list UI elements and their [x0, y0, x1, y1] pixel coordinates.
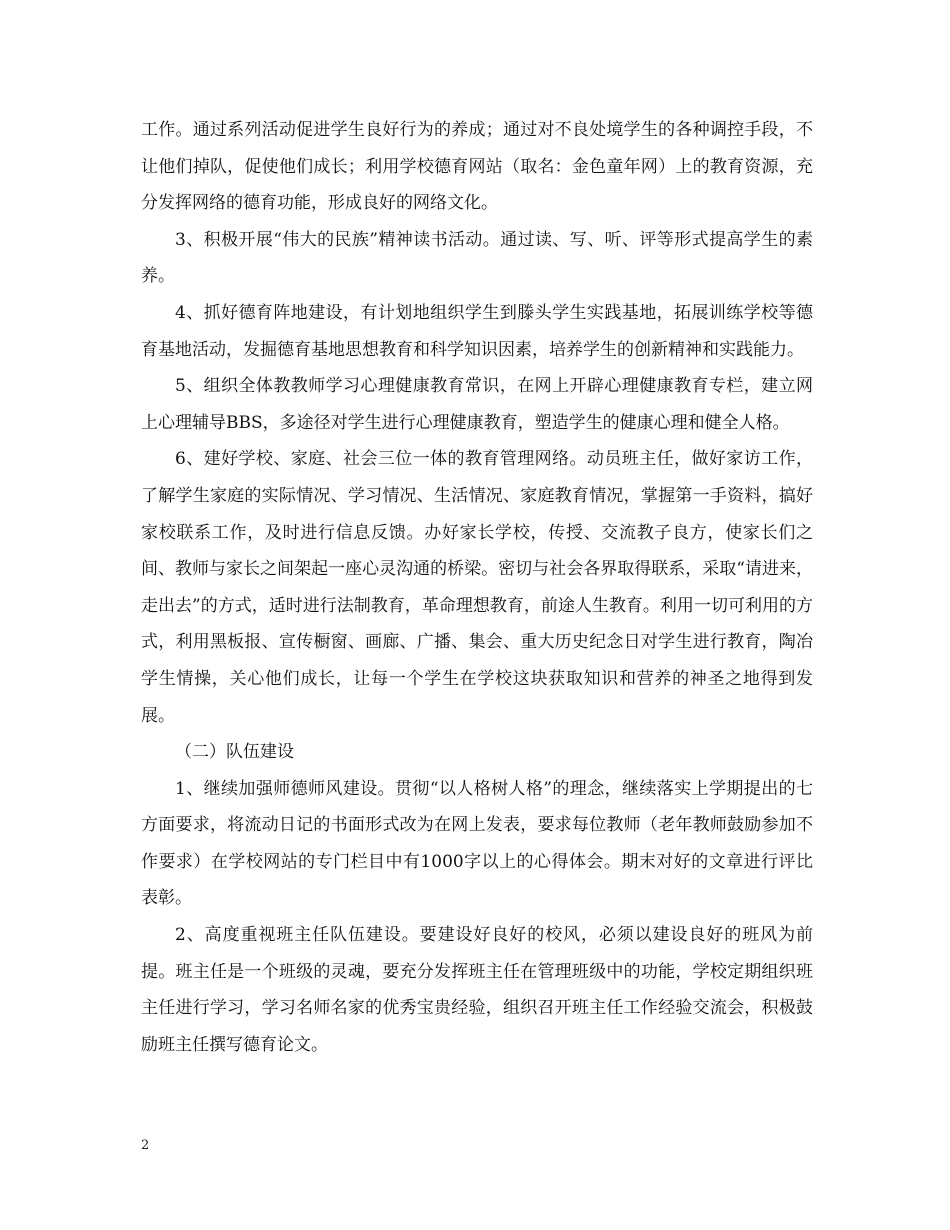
section-heading: （二）队伍建设: [175, 742, 294, 763]
paragraph-continuation: 工作。通过系列活动促进学生良好行为的养成；通过对不良处境学生的各种调控手段，不让他们掉队，促使他们成长；利用学校德育网站（取名：金色童年网）上的教育资源，充分发挥网络的德育功能，形成良好的网络文化。: [141, 120, 813, 214]
page-number: 2: [141, 1138, 150, 1153]
paragraph-team-item-1: 1、继续加强师德师风建设。贯彻“以人格树人格”的理念，继续落实上学期提出的七方面要求，将流动日记的书面形式改为在网上发表，要求每位教师（老年教师鼓励参加不作要求）在学校网站的专门栏目中有1000字以上的心得体会。期末对好的文章进行评比表彰。: [141, 778, 813, 909]
document-body: [141, 112, 813, 1063]
paragraph-team-item-2: 2、高度重视班主任队伍建设。要建设好良好的校风，必须以建设良好的班风为前提。班主任是一个班级的灵魂，要充分发挥班主任在管理班级中的功能，学校定期组织班主任进行学习，学习名师名家的优秀宝贵经验，组织召开班主任工作经验交流会，积极鼓励班主任撰写德育论文。: [141, 925, 813, 1055]
paragraph-item-6: 6、建好学校、家庭、社会三位一体的教育管理网络。动员班主任，做好家访工作，了解学生家庭的实际情况、学习情况、生活情况、家庭教育情况，掌握第一手资料，搞好家校联系工作，及时进行信息反馈。办好家长学校，传授、交流教子良方，使家长们之间、教师与家长之间架起一座心灵沟通的桥梁。密切与社会各界取得联系，采取“请进来，走出去”的方式，适时进行法制教育，革命理想教育，前途人生教育。利用一切可利用的方式，利用黑板报、宣传橱窗、画廊、广播、集会、重大历史纪念日对学生进行教育，陶冶学生情操，关心他们成长，让每一个学生在学校这块获取知识和营养的神圣之地得到发展。: [141, 449, 813, 726]
paragraph-item-5: 5、组织全体教教师学习心理健康教育常识，在网上开辟心理健康教育专栏，建立网上心理辅导BBS，多途径对学生进行心理健康教育，塑造学生的健康心理和健全人格。: [141, 376, 813, 433]
paragraph-item-3: 3、积极开展“伟大的民族”精神读书活动。通过读、写、听、评等形式提高学生的素养。: [141, 229, 813, 287]
paragraph-item-4: 4、抓好德育阵地建设，有计划地组织学生到滕头学生实践基地，拓展训练学校等德育基地活动，发掘德育基地思想教育和科学知识因素，培养学生的创新精神和实践能力。: [141, 302, 813, 360]
